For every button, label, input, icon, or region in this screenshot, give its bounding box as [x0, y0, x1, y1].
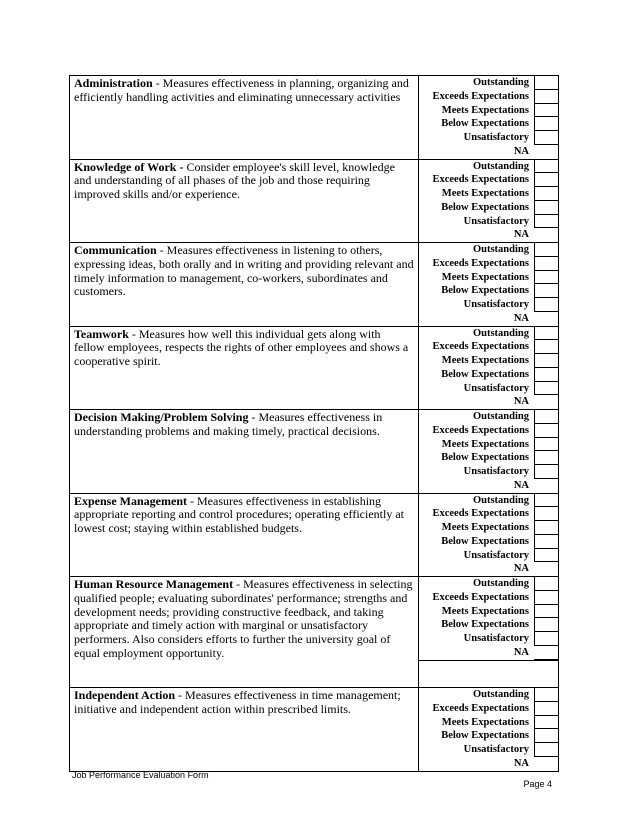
- rating-checkbox[interactable]: [534, 549, 558, 563]
- rating-option: [419, 494, 558, 508]
- rating-options-cell: [419, 159, 559, 243]
- rating-option: [419, 201, 558, 215]
- rating-options-cell: [419, 410, 559, 494]
- rating-option: [419, 410, 558, 424]
- rating-checkbox[interactable]: [534, 535, 558, 549]
- rating-label: Unsatisfactory: [463, 299, 529, 310]
- rating-options-cell: [419, 493, 559, 577]
- rating-label: NA: [513, 229, 529, 241]
- rating-checkbox[interactable]: [534, 521, 558, 535]
- rating-checkbox[interactable]: [534, 354, 558, 368]
- rating-checkbox[interactable]: [534, 131, 558, 145]
- rating-checkbox[interactable]: [534, 173, 558, 187]
- rating-checkbox[interactable]: [534, 702, 558, 716]
- criterion-description-cell: [70, 577, 419, 688]
- rating-option: [419, 104, 558, 118]
- rating-option: [419, 716, 558, 730]
- rating-label: Meets Expectations: [441, 104, 529, 116]
- rating-options-cell: [419, 326, 559, 410]
- rating-label: Outstanding: [472, 327, 529, 339]
- rating-option: [419, 340, 558, 354]
- rating-label: Outstanding: [472, 689, 529, 700]
- rating-label: Meets Expectations: [441, 355, 529, 366]
- rating-checkbox[interactable]: [534, 327, 558, 341]
- rating-option: [419, 327, 558, 341]
- rating-label: Unsatisfactory: [463, 132, 529, 143]
- rating-option: [419, 438, 558, 452]
- rating-label: Unsatisfactory: [463, 215, 529, 227]
- rating-checkbox[interactable]: [534, 382, 558, 396]
- rating-checkbox[interactable]: [534, 257, 558, 271]
- criterion-row: [70, 410, 559, 494]
- rating-checkbox[interactable]: [534, 577, 558, 591]
- rating-checkbox[interactable]: [534, 228, 558, 242]
- rating-checkbox[interactable]: [534, 605, 558, 619]
- criterion-name: Knowledge of Work -: [74, 159, 187, 174]
- rating-option: [419, 424, 558, 438]
- rating-label: NA: [513, 145, 529, 157]
- rating-label: Meets Expectations: [441, 271, 529, 283]
- criterion-name: Administration: [74, 76, 153, 90]
- rating-label: Meets Expectations: [441, 438, 529, 450]
- rating-filler: [419, 660, 558, 661]
- criterion-description-cell: [70, 326, 419, 410]
- rating-option: [419, 228, 558, 242]
- rating-option: [419, 549, 558, 563]
- rating-checkbox[interactable]: [534, 368, 558, 382]
- rating-checkbox[interactable]: [534, 90, 558, 104]
- rating-label: Outstanding: [472, 494, 529, 506]
- criterion-text: Consider employee's skill level, knowledge and understanding of all phases of the job and those requiring improved skills and/or experience.: [74, 159, 395, 202]
- rating-checkbox[interactable]: [534, 562, 558, 576]
- criterion-name: Human Resource Management: [74, 577, 234, 591]
- rating-options-cell: [419, 76, 559, 160]
- rating-checkbox[interactable]: [534, 215, 558, 229]
- criterion-description-cell: [70, 243, 419, 327]
- rating-label: NA: [513, 563, 529, 575]
- rating-checkbox[interactable]: [534, 507, 558, 521]
- rating-label: Meets Expectations: [441, 716, 529, 728]
- criterion-text: - Measures effectiveness in planning, organizing and efficiently handling activities and eliminating unnecessary activities: [74, 76, 409, 104]
- criterion-name: Teamwork: [74, 326, 129, 341]
- rating-option: [419, 507, 558, 521]
- rating-label: Outstanding: [472, 578, 529, 589]
- criterion-description-cell: [70, 76, 419, 160]
- rating-checkbox[interactable]: [534, 410, 558, 424]
- rating-option: [419, 618, 558, 632]
- rating-option: [419, 215, 558, 229]
- criterion-name: Decision Making/Problem Solving: [74, 410, 249, 424]
- criterion-description-cell: [70, 493, 419, 577]
- rating-label: Meets Expectations: [441, 188, 529, 199]
- criterion-text: - Measures effectiveness in time management; initiative and independent action within prescribed limits.: [74, 688, 401, 716]
- criterion-text: - Measures effectiveness in understanding problems and making timely, practical decisions.: [74, 410, 383, 438]
- footer-form-title: Job Performance Evaluation Form: [72, 770, 209, 780]
- rating-checkbox[interactable]: [534, 618, 558, 632]
- rating-option: [419, 562, 558, 576]
- rating-label: Unsatisfactory: [463, 633, 529, 644]
- rating-checkbox[interactable]: [534, 312, 558, 326]
- rating-option: [419, 257, 558, 271]
- rating-label: Outstanding: [472, 411, 529, 422]
- rating-checkbox[interactable]: [534, 187, 558, 201]
- criterion-description-cell: [70, 159, 419, 243]
- rating-label: Outstanding: [472, 160, 529, 172]
- rating-option: [419, 160, 558, 174]
- rating-label: Outstanding: [472, 77, 529, 88]
- criterion-description-cell: [70, 688, 419, 772]
- rating-label: Meets Expectations: [441, 522, 529, 533]
- rating-option: [419, 521, 558, 535]
- rating-option: [419, 117, 558, 131]
- rating-option: [419, 702, 558, 716]
- rating-checkbox[interactable]: [534, 271, 558, 285]
- rating-checkbox[interactable]: [534, 729, 558, 743]
- rating-label: NA: [513, 646, 529, 658]
- rating-option: [419, 187, 558, 201]
- criterion-text: - Measures effectiveness in listening to others, expressing ideas, both orally and in writing and providing relevant and timely information to management, co-workers, subordinates and customers.: [74, 243, 414, 299]
- footer-page-number: Page 4: [523, 779, 552, 789]
- rating-option: [419, 535, 558, 549]
- rating-option: [419, 131, 558, 145]
- rating-checkbox[interactable]: [534, 591, 558, 605]
- rating-label: Below Expectations: [441, 201, 529, 213]
- rating-checkbox[interactable]: [534, 104, 558, 118]
- rating-checkbox[interactable]: [534, 395, 558, 409]
- rating-option: [419, 354, 558, 368]
- criterion-row: [70, 76, 559, 160]
- rating-label: Below Expectations: [441, 730, 529, 742]
- criterion-name: Expense Management: [74, 493, 187, 508]
- rating-checkbox[interactable]: [534, 632, 558, 646]
- rating-label: Exceeds Expectations: [432, 341, 529, 353]
- rating-label: NA: [513, 479, 529, 491]
- rating-option: [419, 298, 558, 312]
- rating-option: [419, 605, 558, 619]
- criterion-name: Independent Action: [74, 688, 176, 702]
- rating-label: Exceeds Expectations: [432, 90, 529, 102]
- rating-label: Unsatisfactory: [463, 744, 529, 755]
- rating-label: Meets Expectations: [441, 605, 529, 617]
- criterion-text: - Measures effectiveness in selecting qualified people; evaluating subordinates' performance; strengths and development needs; providing constructive feedback, and taking appropriate and timely action with marginal or unsatisfactory performers. Also considers efforts to further the university goal of equal employment opportunity.: [74, 577, 413, 660]
- rating-checkbox[interactable]: [534, 451, 558, 465]
- rating-label: NA: [513, 757, 529, 769]
- criterion-row: [70, 243, 559, 327]
- rating-checkbox[interactable]: [534, 284, 558, 298]
- criterion-text: - Measures how well this individual gets along with fellow employees, respects the rights of other employees and shows a cooperative spirit.: [74, 326, 409, 369]
- rating-option: [419, 312, 558, 326]
- rating-checkbox[interactable]: [534, 340, 558, 354]
- rating-option: [419, 757, 558, 771]
- criterion-row: [70, 493, 559, 577]
- rating-label: Below Expectations: [441, 619, 529, 631]
- rating-option: [419, 395, 558, 409]
- criterion-name: Communication: [74, 243, 157, 257]
- rating-label: Outstanding: [472, 244, 529, 255]
- rating-label: Below Expectations: [441, 368, 529, 380]
- rating-checkbox[interactable]: [534, 688, 558, 702]
- rating-option: [419, 646, 558, 660]
- rating-option: [419, 577, 558, 591]
- rating-checkbox[interactable]: [534, 757, 558, 771]
- rating-options-cell: [419, 577, 559, 688]
- rating-options-cell: [419, 243, 559, 327]
- criterion-row: [70, 326, 559, 410]
- rating-checkbox[interactable]: [534, 298, 558, 312]
- rating-option: [419, 479, 558, 493]
- rating-option: [419, 145, 558, 159]
- rating-option: [419, 271, 558, 285]
- rating-label: Exceeds Expectations: [432, 702, 529, 714]
- rating-option: [419, 743, 558, 757]
- rating-option: [419, 173, 558, 187]
- rating-checkbox[interactable]: [534, 145, 558, 159]
- rating-label: Unsatisfactory: [463, 466, 529, 477]
- rating-label: Below Expectations: [441, 535, 529, 547]
- rating-label: NA: [513, 312, 529, 324]
- criterion-row: [70, 159, 559, 243]
- rating-label: Exceeds Expectations: [432, 424, 529, 436]
- rating-option: [419, 76, 558, 90]
- rating-option: [419, 451, 558, 465]
- rating-option: [419, 632, 558, 646]
- rating-option: [419, 465, 558, 479]
- rating-checkbox[interactable]: [534, 479, 558, 493]
- rating-label: Below Expectations: [441, 452, 529, 464]
- rating-label: Exceeds Expectations: [432, 591, 529, 603]
- rating-checkbox[interactable]: [534, 465, 558, 479]
- rating-label: NA: [513, 396, 529, 408]
- rating-checkbox[interactable]: [534, 201, 558, 215]
- rating-option: [419, 90, 558, 104]
- rating-checkbox[interactable]: [534, 743, 558, 757]
- rating-option: [419, 729, 558, 743]
- rating-label: Exceeds Expectations: [432, 257, 529, 269]
- rating-option: [419, 284, 558, 298]
- criterion-text: - Measures effectiveness in establishing appropriate reporting and control procedures; operating efficiently at lowest cost; staying within established budgets.: [74, 493, 404, 536]
- criterion-row: [70, 688, 559, 772]
- rating-label: Exceeds Expectations: [432, 508, 529, 520]
- rating-checkbox[interactable]: [534, 160, 558, 174]
- rating-label: Unsatisfactory: [463, 549, 529, 561]
- rating-checkbox[interactable]: [534, 716, 558, 730]
- rating-checkbox[interactable]: [534, 76, 558, 90]
- rating-checkbox[interactable]: [534, 243, 558, 257]
- rating-options-cell: [419, 688, 559, 772]
- rating-option: [419, 368, 558, 382]
- rating-option: [419, 382, 558, 396]
- evaluation-table: [69, 75, 559, 772]
- rating-label: Unsatisfactory: [463, 382, 529, 394]
- rating-checkbox[interactable]: [534, 117, 558, 131]
- rating-label: Below Expectations: [441, 285, 529, 297]
- rating-option: [419, 243, 558, 257]
- rating-checkbox[interactable]: [534, 646, 558, 660]
- rating-checkbox[interactable]: [534, 438, 558, 452]
- criterion-description-cell: [70, 410, 419, 494]
- rating-label: Below Expectations: [441, 118, 529, 130]
- rating-option: [419, 688, 558, 702]
- rating-checkbox[interactable]: [534, 424, 558, 438]
- rating-label: Exceeds Expectations: [432, 174, 529, 186]
- criterion-row: [70, 577, 559, 688]
- rating-option: [419, 591, 558, 605]
- rating-checkbox[interactable]: [534, 494, 558, 508]
